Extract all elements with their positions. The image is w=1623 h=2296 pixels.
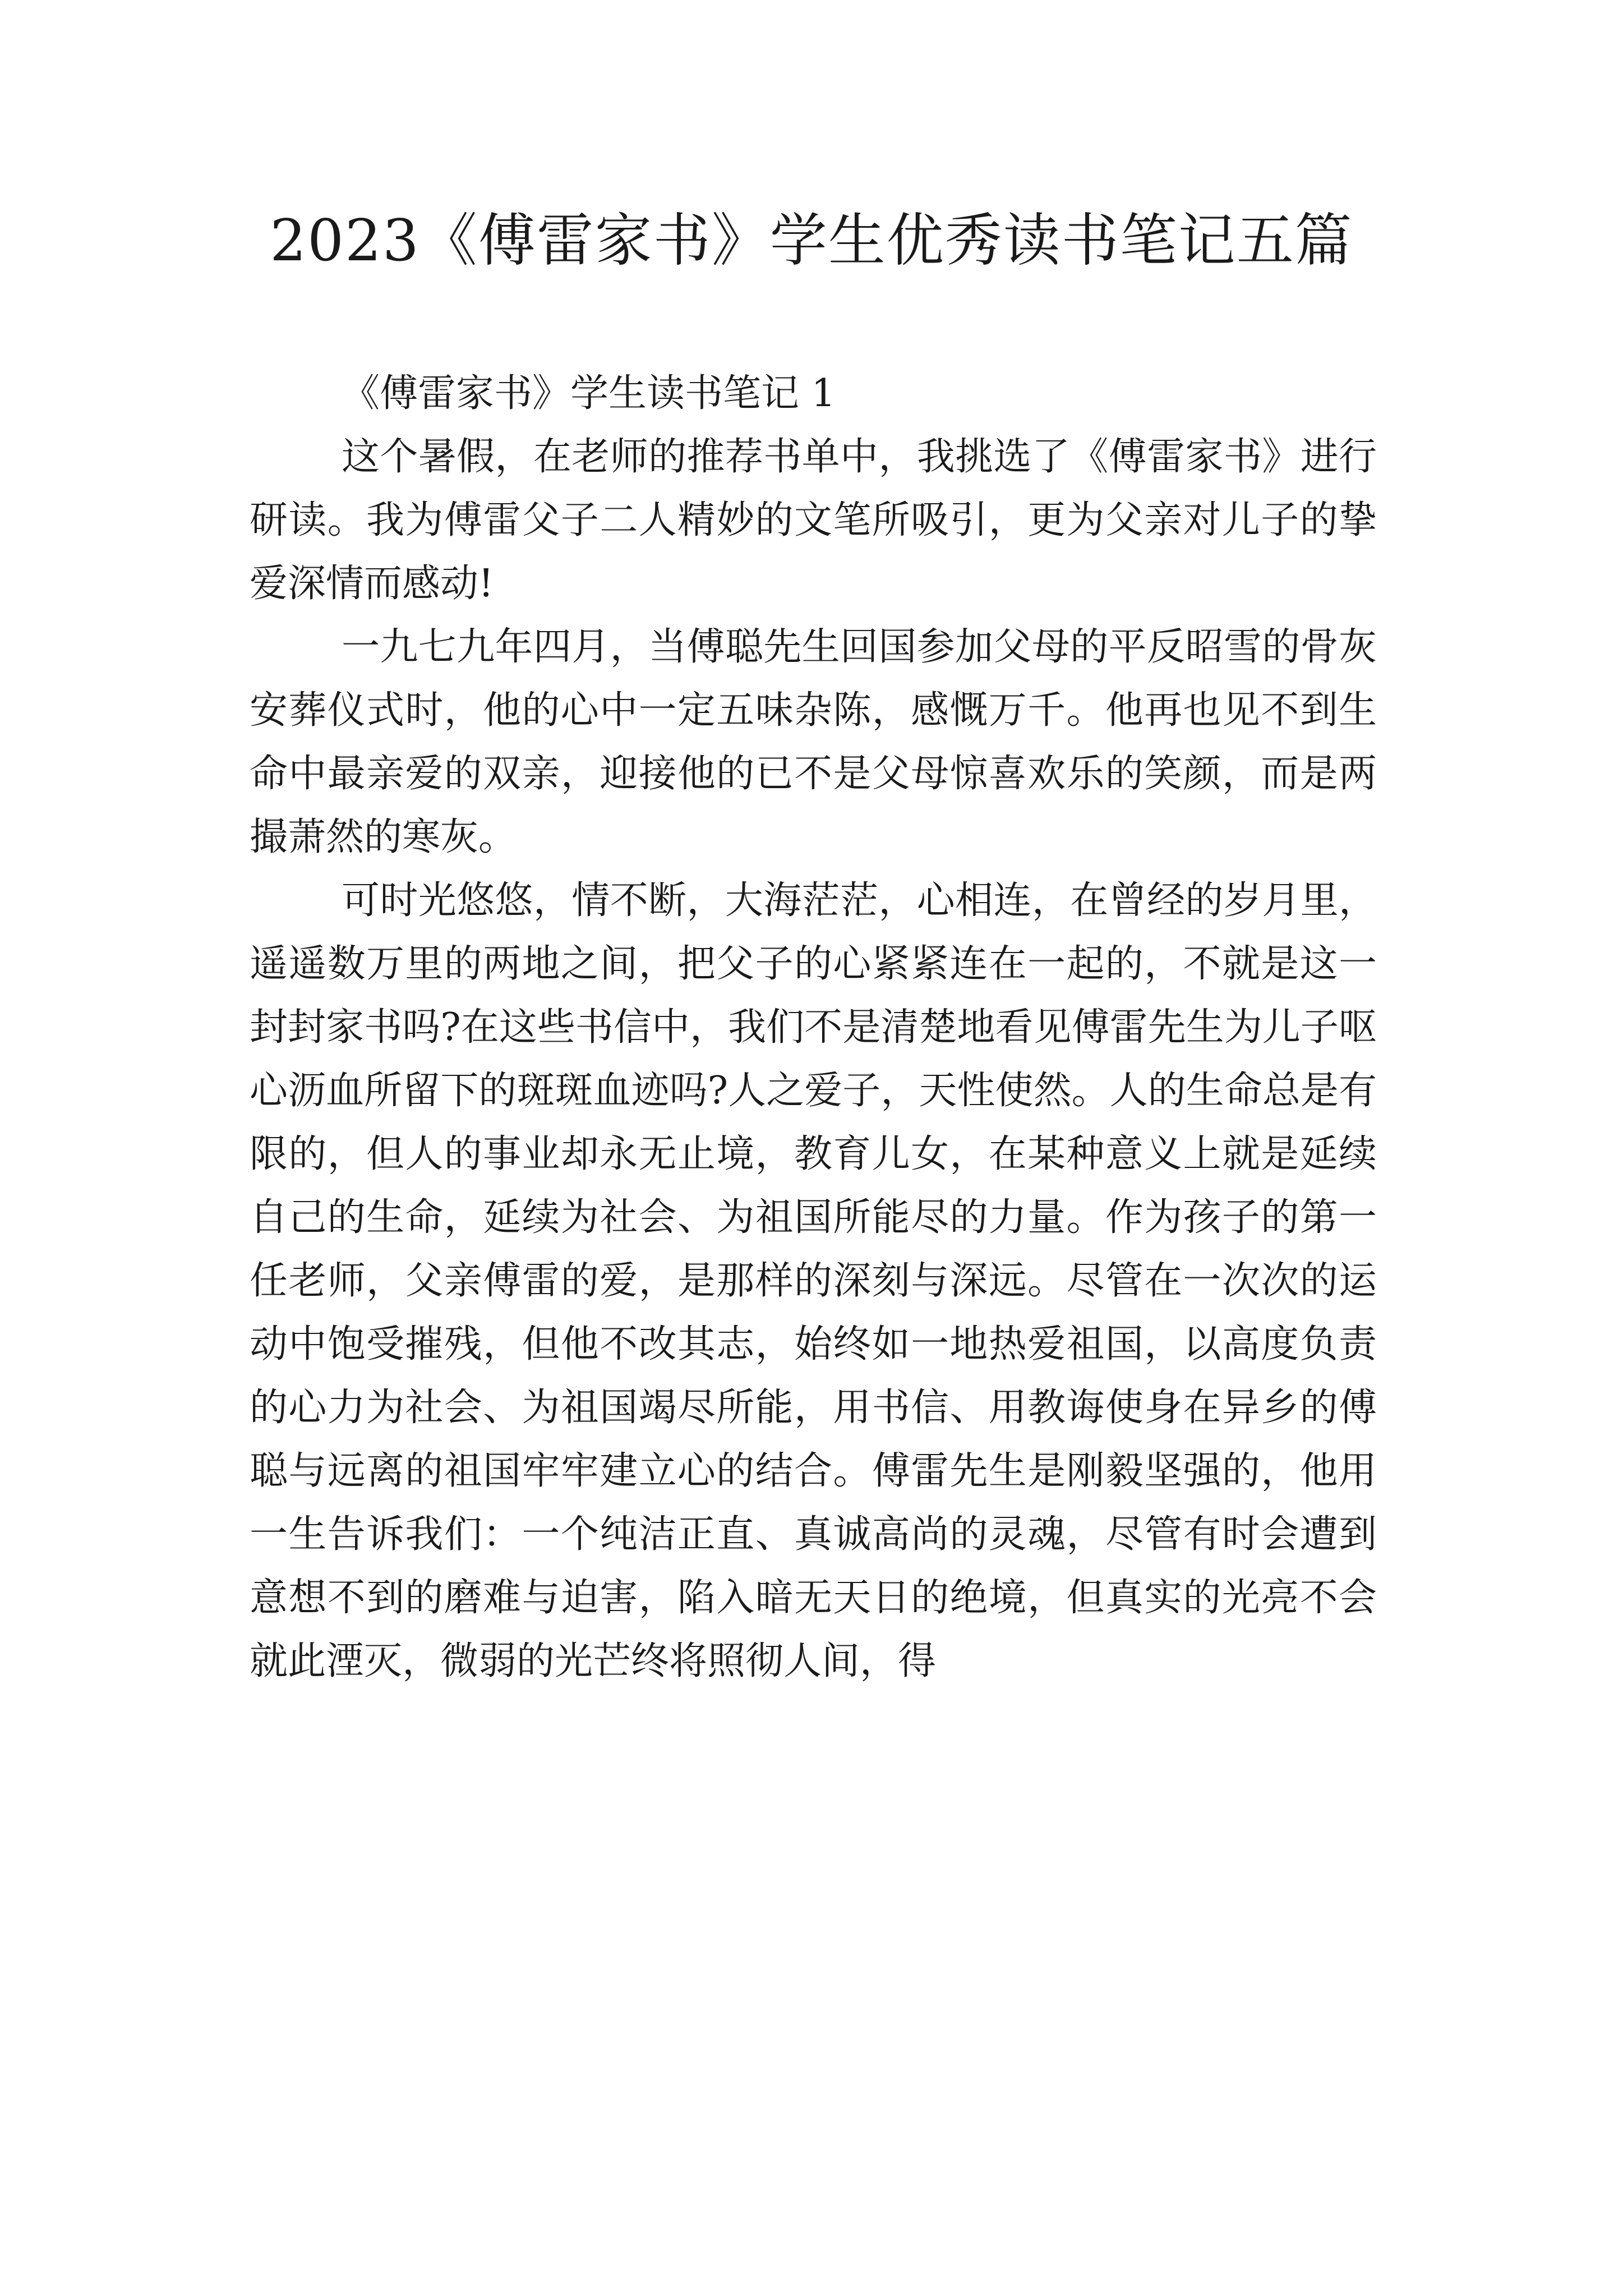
paragraph-3: 可时光悠悠，情不断，大海茫茫，心相连，在曾经的岁月里，遥遥数万里的两地之间，把父子的心紧紧连在一起的，不就是这一封封家书吗?在这些书信中，我们不是清楚地看见傅雷先生为儿子呕心沥血所留下的斑斑血迹吗?人之爱子，天性使然。人的生命总是有限的，但人的事业却永无止境，教育儿女，在某种意义上就是延续自己的生命，延续为社会、为祖国所能尽的力量。作为孩子的第一任老师，父亲傅雷的爱，是那样的深刻与深远。尽管在一次次的运动中饱受摧残，但他不改其志，始终如一地热爱祖国，以高度负责的心力为社会、为祖国竭尽所能，用书信、用教诲使身在异乡的傅聪与远离的祖国牢牢建立心的结合。傅雷先生是刚毅坚强的，他用一生告诉我们：一个纯洁正直、真诚高尚的灵魂，尽管有时会遭到意想不到的磨难与迫害，陷入暗无天日的绝境，但真实的光亮不会就此湮灭，微弱的光芒终将照彻人间，得 xyxy=(250,878,1377,1683)
document-title: 2023《傅雷家书》学生优秀读书笔记五篇 xyxy=(270,208,1353,274)
section-heading: 《傅雷家书》学生读书笔记 1 xyxy=(342,371,836,416)
paragraph-2: 一九七九年四月，当傅聪先生回国参加父母的平反昭雪的骨灰安葬仪式时，他的心中一定五味杂陈，感慨万千。他再也见不到生命中最亲爱的双亲，迎接他的已不是父母惊喜欢乐的笑颜，而是两撮萧然的寒灰。 xyxy=(250,625,1377,859)
paragraph-1: 这个暑假，在老师的推荐书单中，我挑选了《傅雷家书》进行研读。我为傅雷父子二人精妙的文笔所吸引，更为父亲对儿子的挚爱深情而感动! xyxy=(250,435,1377,606)
document-body xyxy=(250,362,1377,1693)
